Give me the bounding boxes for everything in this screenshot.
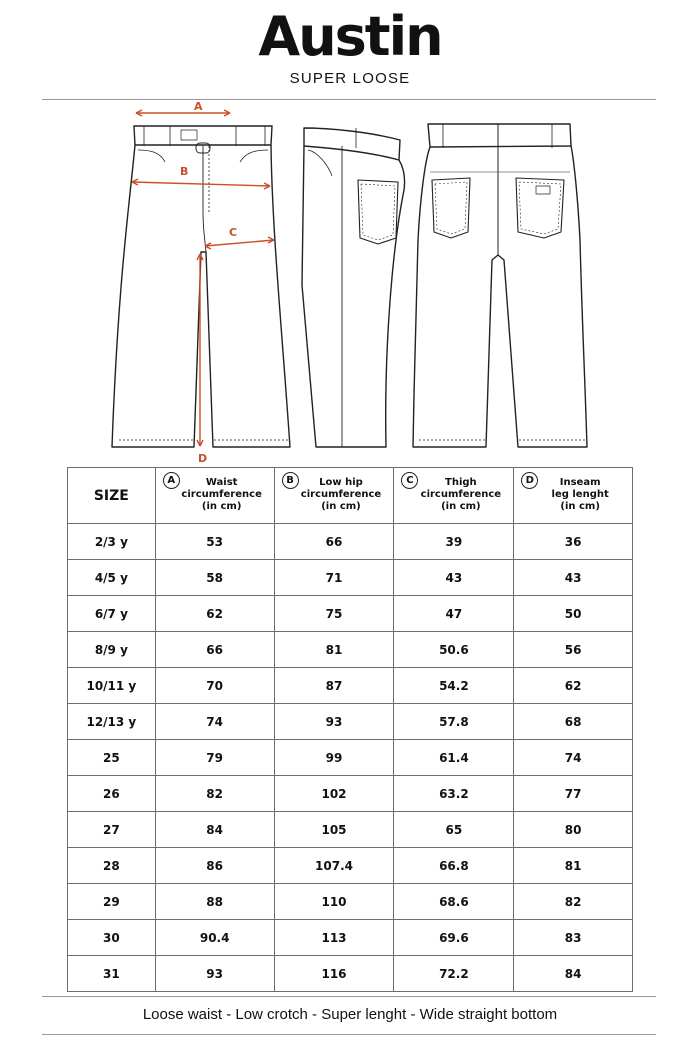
inseam-cell: 36 — [514, 524, 633, 560]
measure-letter-a: A — [194, 100, 203, 113]
low-hip-cell: 66 — [274, 524, 394, 560]
inseam-cell: 80 — [514, 812, 633, 848]
size-cell: 25 — [68, 740, 156, 776]
low-hip-cell: 87 — [274, 668, 394, 704]
thigh-cell: 57.8 — [394, 704, 514, 740]
inseam-column-header: D Inseam leg lenght (in cm) — [514, 468, 633, 524]
low-hip-cell: 99 — [274, 740, 394, 776]
back-view-drawing — [413, 124, 587, 447]
table-row — [68, 560, 633, 596]
thigh-cell: 50.6 — [394, 632, 514, 668]
product-title: Austin — [258, 5, 442, 68]
letter-badge-b: B — [282, 472, 299, 489]
thigh-cell: 69.6 — [394, 920, 514, 956]
waist-cell: 90.4 — [155, 920, 274, 956]
inseam-cell: 81 — [514, 848, 633, 884]
waist-cell: 88 — [155, 884, 274, 920]
inseam-cell: 56 — [514, 632, 633, 668]
low-hip-column-header: B Low hip circumference (in cm) — [274, 468, 394, 524]
size-cell: 10/11 y — [68, 668, 156, 704]
thigh-cell: 39 — [394, 524, 514, 560]
low-hip-cell: 116 — [274, 956, 394, 992]
low-hip-cell: 105 — [274, 812, 394, 848]
inseam-cell: 77 — [514, 776, 633, 812]
low-hip-cell: 93 — [274, 704, 394, 740]
waist-cell: 58 — [155, 560, 274, 596]
low-hip-cell: 113 — [274, 920, 394, 956]
waist-cell: 74 — [155, 704, 274, 740]
size-cell: 2/3 y — [68, 524, 156, 560]
low-hip-cell: 110 — [274, 884, 394, 920]
size-cell: 12/13 y — [68, 704, 156, 740]
thigh-cell: 68.6 — [394, 884, 514, 920]
table-row — [68, 848, 633, 884]
waist-cell: 82 — [155, 776, 274, 812]
table-row — [68, 920, 633, 956]
thigh-cell: 54.2 — [394, 668, 514, 704]
low-hip-cell: 75 — [274, 596, 394, 632]
table-row — [68, 956, 633, 992]
waist-cell: 93 — [155, 956, 274, 992]
jeans-technical-drawings — [0, 100, 700, 468]
table-row — [68, 524, 633, 560]
size-chart-table — [67, 467, 633, 992]
size-cell: 6/7 y — [68, 596, 156, 632]
waist-cell: 86 — [155, 848, 274, 884]
waist-cell: 79 — [155, 740, 274, 776]
waist-column-header: A Waist circumference (in cm) — [155, 468, 274, 524]
low-hip-cell: 81 — [274, 632, 394, 668]
waist-cell: 66 — [155, 632, 274, 668]
letter-badge-d: D — [521, 472, 538, 489]
thigh-column-header: C Thigh circumference (in cm) — [394, 468, 514, 524]
size-cell: 30 — [68, 920, 156, 956]
inseam-cell: 43 — [514, 560, 633, 596]
inseam-cell: 74 — [514, 740, 633, 776]
inseam-cell: 82 — [514, 884, 633, 920]
thigh-cell: 61.4 — [394, 740, 514, 776]
inseam-cell: 50 — [514, 596, 633, 632]
size-cell: 8/9 y — [68, 632, 156, 668]
inseam-cell: 68 — [514, 704, 633, 740]
table-row — [68, 776, 633, 812]
letter-badge-c: C — [401, 472, 418, 489]
measure-letter-b: B — [180, 165, 189, 178]
size-cell: 27 — [68, 812, 156, 848]
thigh-cell: 63.2 — [394, 776, 514, 812]
size-cell: 29 — [68, 884, 156, 920]
low-hip-cell: 71 — [274, 560, 394, 596]
inseam-cell: 83 — [514, 920, 633, 956]
thigh-cell: 72.2 — [394, 956, 514, 992]
table-row — [68, 704, 633, 740]
letter-badge-a: A — [163, 472, 180, 489]
size-cell: 31 — [68, 956, 156, 992]
size-cell: 26 — [68, 776, 156, 812]
inseam-cell: 84 — [514, 956, 633, 992]
thigh-cell: 65 — [394, 812, 514, 848]
thigh-measure-line — [205, 240, 274, 246]
product-subtitle: SUPER LOOSE — [289, 70, 411, 87]
thigh-cell: 66.8 — [394, 848, 514, 884]
size-column-header: SIZE — [68, 468, 156, 524]
thigh-cell: 43 — [394, 560, 514, 596]
measure-letter-c: C — [229, 226, 238, 239]
low-hip-cell: 102 — [274, 776, 394, 812]
footer-top-divider — [42, 996, 656, 997]
table-row — [68, 740, 633, 776]
inseam-cell: 62 — [514, 668, 633, 704]
thigh-cell: 47 — [394, 596, 514, 632]
waist-cell: 84 — [155, 812, 274, 848]
table-row — [68, 668, 633, 704]
size-cell: 4/5 y — [68, 560, 156, 596]
table-row — [68, 884, 633, 920]
fit-description: Loose waist - Low crotch - Super lenght - Wide straight bottom — [142, 1006, 558, 1023]
footer-bottom-divider — [42, 1034, 656, 1035]
measure-letter-d: D — [198, 452, 208, 465]
waist-cell: 70 — [155, 668, 274, 704]
side-view-drawing — [302, 128, 405, 447]
size-cell: 28 — [68, 848, 156, 884]
table-row — [68, 812, 633, 848]
table-row — [68, 632, 633, 668]
low-hip-measure-line — [132, 182, 270, 186]
waist-cell: 53 — [155, 524, 274, 560]
table-row — [68, 596, 633, 632]
low-hip-cell: 107.4 — [274, 848, 394, 884]
waist-cell: 62 — [155, 596, 274, 632]
front-view-drawing — [112, 126, 290, 447]
